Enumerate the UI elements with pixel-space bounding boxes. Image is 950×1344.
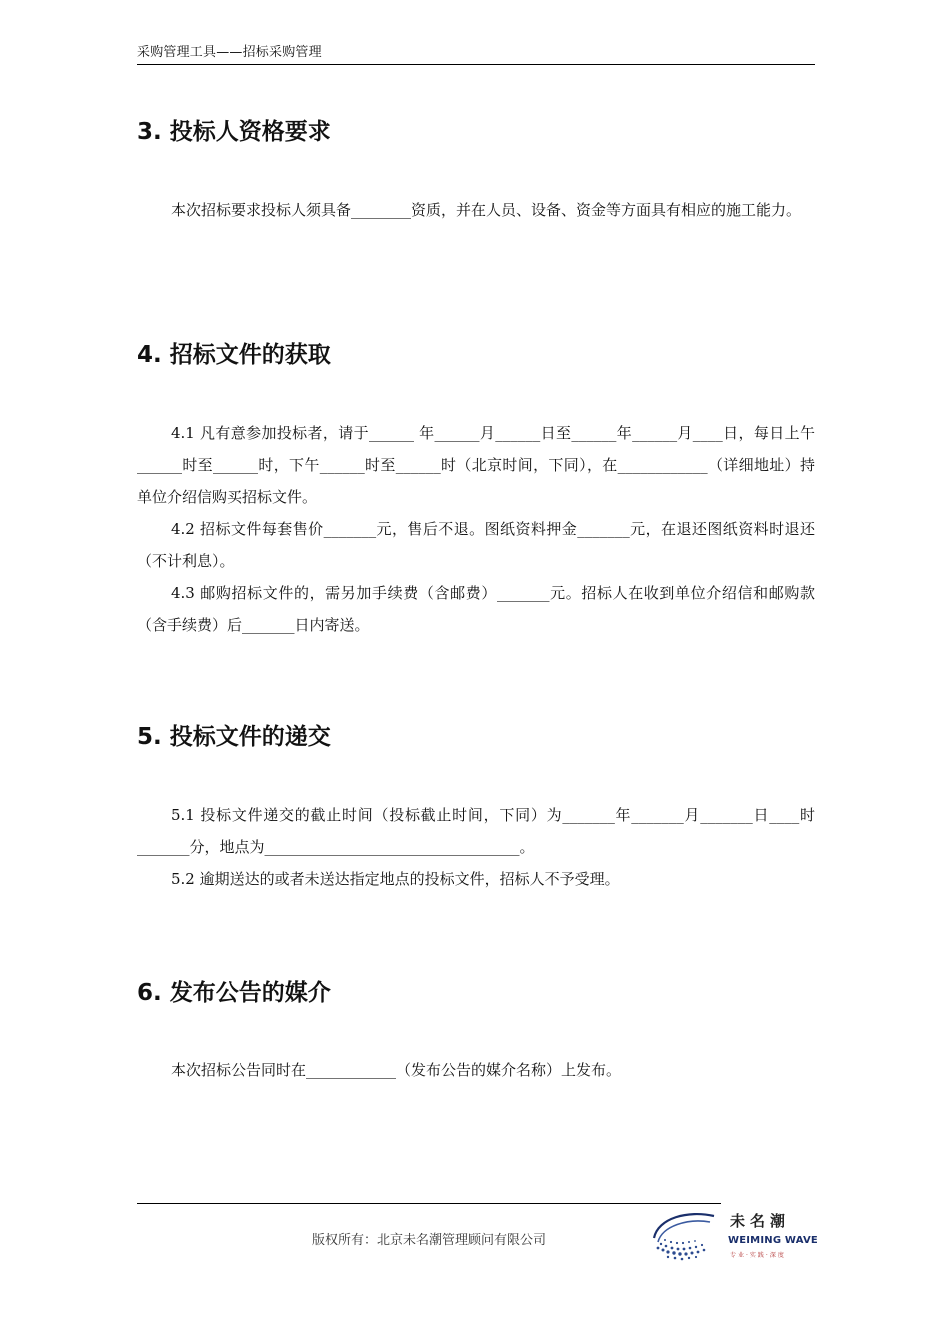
- logo-slogan: 专业·实践·深度: [730, 1252, 786, 1259]
- logo-chinese-name: 未名潮: [730, 1212, 791, 1230]
- section-5-paragraph-1: 5.1 投标文件递交的截止时间（投标截止时间，下同）为_______年_______月_______日____时_______分，地点为__________________________________。: [137, 806, 815, 856]
- section-heading-5: 5. 投标文件的递交: [137, 724, 331, 750]
- section-4-paragraph-2: 4.2 招标文件每套售价_______元，售后不退。图纸资料押金_______元，在退还图纸资料时退还（不计利息）。: [137, 520, 815, 570]
- section-3-paragraph: 本次招标要求投标人须具备________资质，并在人员、设备、资金等方面具有相应的施工能力。: [171, 201, 802, 219]
- section-heading-3: 3. 投标人资格要求: [137, 119, 331, 145]
- footer-divider: [137, 1203, 721, 1204]
- section-5-paragraph-2: 5.2 逾期送达的或者未送达指定地点的投标文件，招标人不予受理。: [171, 870, 620, 888]
- footer-copyright: 版权所有：北京未名潮管理顾问有限公司: [311, 1233, 546, 1248]
- logo-english-name: WEIMING WAVE: [728, 1235, 818, 1246]
- page-header: [137, 44, 815, 65]
- section-4-paragraph-1: 4.1 凡有意参加投标者，请于______ 年______月______日至______年______月____日，每日上午______时至______时，下午______时至______时（北京时间，下同），在____________（详细地址）持单位介绍信购买招标文件。: [137, 424, 815, 506]
- wave-swirl-icon: [648, 1208, 726, 1264]
- company-logo: [648, 1208, 818, 1264]
- section-heading-4: 4. 招标文件的获取: [137, 342, 331, 368]
- header-title: 采购管理工具——招标采购管理: [137, 45, 322, 60]
- section-4-paragraph-3: 4.3 邮购招标文件的，需另加手续费（含邮费）_______元。招标人在收到单位介绍信和邮购款（含手续费）后_______日内寄送。: [137, 584, 815, 634]
- section-6-paragraph: 本次招标公告同时在____________（发布公告的媒介名称）上发布。: [171, 1061, 622, 1079]
- section-heading-6: 6. 发布公告的媒介: [137, 980, 331, 1006]
